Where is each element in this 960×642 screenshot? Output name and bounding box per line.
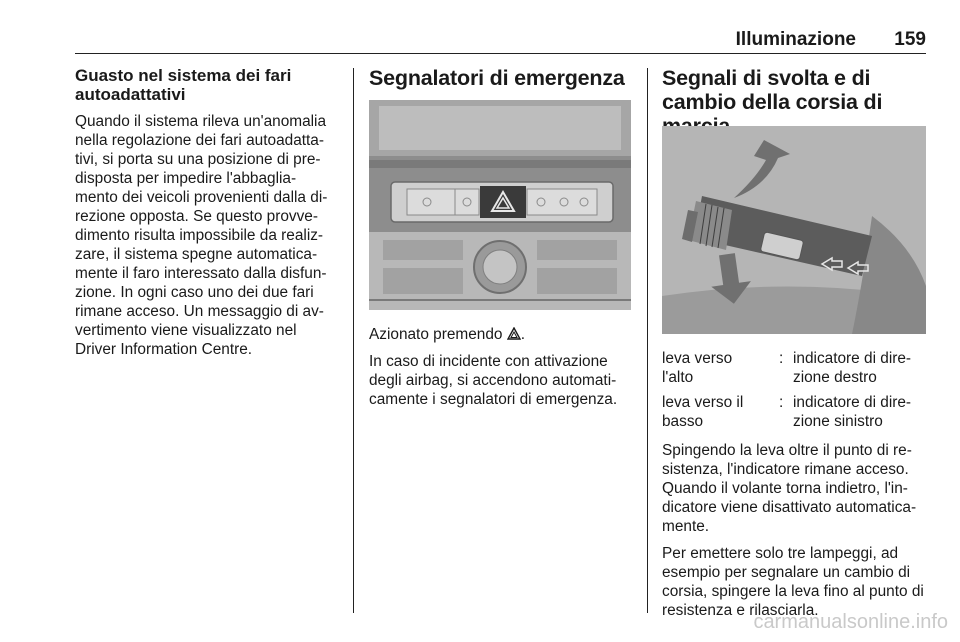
definition-term: leva verso il basso <box>662 394 744 430</box>
definition-desc: indicatore di dire-zione sinistro <box>793 394 912 430</box>
header-rule <box>75 53 926 54</box>
turn-signal-definitions <box>662 349 926 437</box>
section-title: Illuminazione <box>735 29 856 50</box>
column-divider-1 <box>353 68 354 613</box>
turn-signal-lever-illustration <box>662 126 926 334</box>
hazard-switch-figure <box>369 100 631 310</box>
definition-colon: : <box>779 394 784 411</box>
hazard-paragraph: In caso di incidente con attivazione degli airbag, si accendono automati-camente i segnalatori di emergenza. <box>369 353 618 408</box>
turn-signal-paragraph-2: Per emettere solo tre lampeggi, ad esempio per segnalare un cambio di corsia, spingere la leva fino al punto di resistenza e rilasciarla. <box>662 545 924 619</box>
hazard-panel-illustration <box>369 100 631 310</box>
heading-turn-signals: Segnali di svolta e di cambio della corsia di <box>662 66 883 114</box>
definition-desc: indicatore di dire-zione destro <box>793 350 912 386</box>
column-divider-2 <box>647 68 648 613</box>
definition-row-down <box>662 393 926 431</box>
hazard-warning-icon <box>507 327 521 340</box>
heading-hazard-lights: Segnalatori di emergenza <box>369 66 625 90</box>
page-header <box>75 26 926 54</box>
hazard-caption: Azionato premendo . <box>369 326 526 343</box>
turn-signal-text <box>662 441 928 628</box>
hazard-text <box>369 325 634 417</box>
column-2 <box>369 66 634 90</box>
turn-signal-paragraph-1: Spingendo la leva oltre il punto di re-sistenza, l'indicatore rimane acceso. Quando il volante torna indietro, l'in-dicatore viene disattivato automatica-mente. <box>662 442 917 535</box>
definition-term: leva verso l'alto <box>662 350 733 386</box>
watermark: carmanualsonline.info <box>753 611 948 633</box>
column-1 <box>75 66 338 367</box>
paragraph-adaptive-lights-fault: Quando il sistema rileva un'anomalia nella regolazione dei fari autoadatta-tivi, si porta su una posizione di pre-disposta per impedire l'abbaglia-mento dei veicoli provenienti dalla di-rezione opposta. Se questo provve-dimento risulta impossibile da realiz-zare, il sistema spegne automatica-mente il faro interessato dalla disfun-zione. In ogni caso uno dei due fari rimane acceso. Un messaggio di av-vertimento viene visualizzato nel Driver Information Centre. <box>75 113 328 358</box>
heading-adaptive-lights-fault: Guasto nel sistema dei fari autoadattativi <box>75 66 292 104</box>
definition-colon: : <box>779 350 784 367</box>
definition-row-up <box>662 349 926 387</box>
page-number: 159 <box>894 29 926 50</box>
turn-signal-lever-figure <box>662 126 926 334</box>
